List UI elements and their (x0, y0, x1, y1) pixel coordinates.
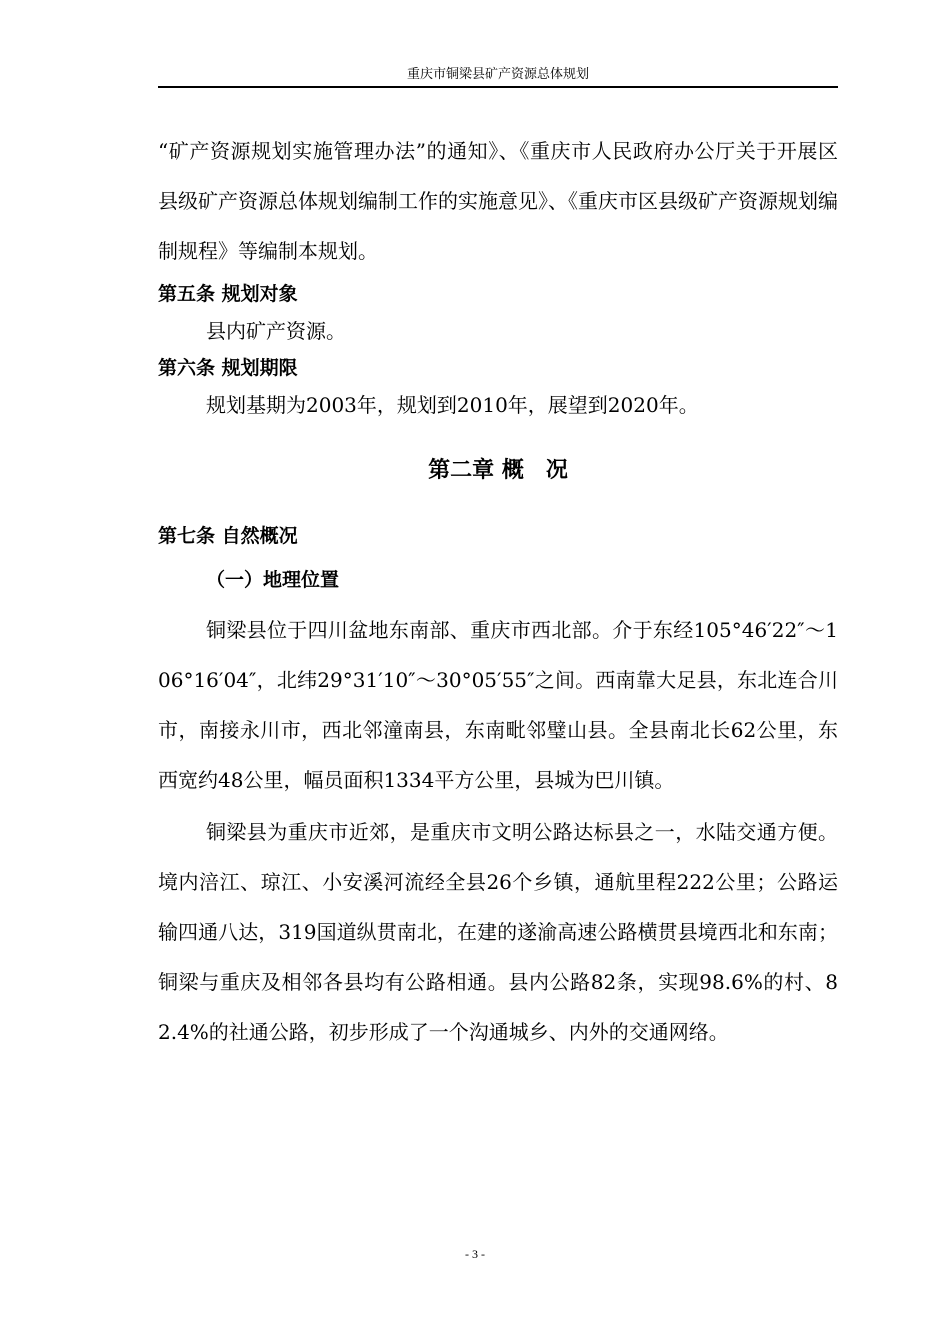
article-5-heading: 第五条 规划对象 (158, 283, 298, 305)
continuation-paragraph: “矿产资源规划实施管理办法”的通知》、《重庆市人民政府办公厅关于开展区县级矿产资源总体规划编制工作的实施意见》、《重庆市区县级矿产资源规划编制规程》等编制本规划。 (158, 139, 838, 263)
transport-paragraph: 铜梁县为重庆市近郊，是重庆市文明公路达标县之一，水陆交通方便。境内涪江、琼江、小安溪河流经全县26个乡镇，通航里程222公里；公路运输四通八达，319国道纵贯南北，在建的遂渝高速公路横贯县境西北和东南；铜梁与重庆及相邻各县均有公路相通。县内公路82条，实现98.6%的村、82.4%的社通公路，初步形成了一个沟通城乡、内外的交通网络。 (158, 820, 838, 1044)
article-6-heading: 第六条 规划期限 (158, 357, 298, 379)
article-5-body: 县内矿产资源。 (206, 319, 346, 343)
page-body (158, 126, 838, 1057)
spacer (158, 424, 838, 436)
section-geography-heading: （一）地理位置 (206, 569, 340, 591)
spacer (158, 506, 838, 518)
running-header: 重庆市铜梁县矿产资源总体规划 (158, 64, 838, 88)
geography-paragraph: 铜梁县位于四川盆地东南部、重庆市西北部。介于东经105°46′22″～106°16′04″，北纬29°31′10″～30°05′55″之间。西南靠大足县，东北连合川市，南接永川市，西北邻潼南县，东南毗邻璧山县。全县南北长62公里，东西宽约48公里，幅员面积1334平方公里，县城为巴川镇。 (158, 618, 838, 792)
chapter-title: 第二章 概 况 (428, 458, 568, 483)
article-7-heading: 第七条 自然概况 (158, 525, 298, 547)
page-number: - 3 - (465, 1247, 485, 1261)
article-6-body: 规划基期为2003年，规划到2010年，展望到2020年。 (206, 393, 699, 417)
